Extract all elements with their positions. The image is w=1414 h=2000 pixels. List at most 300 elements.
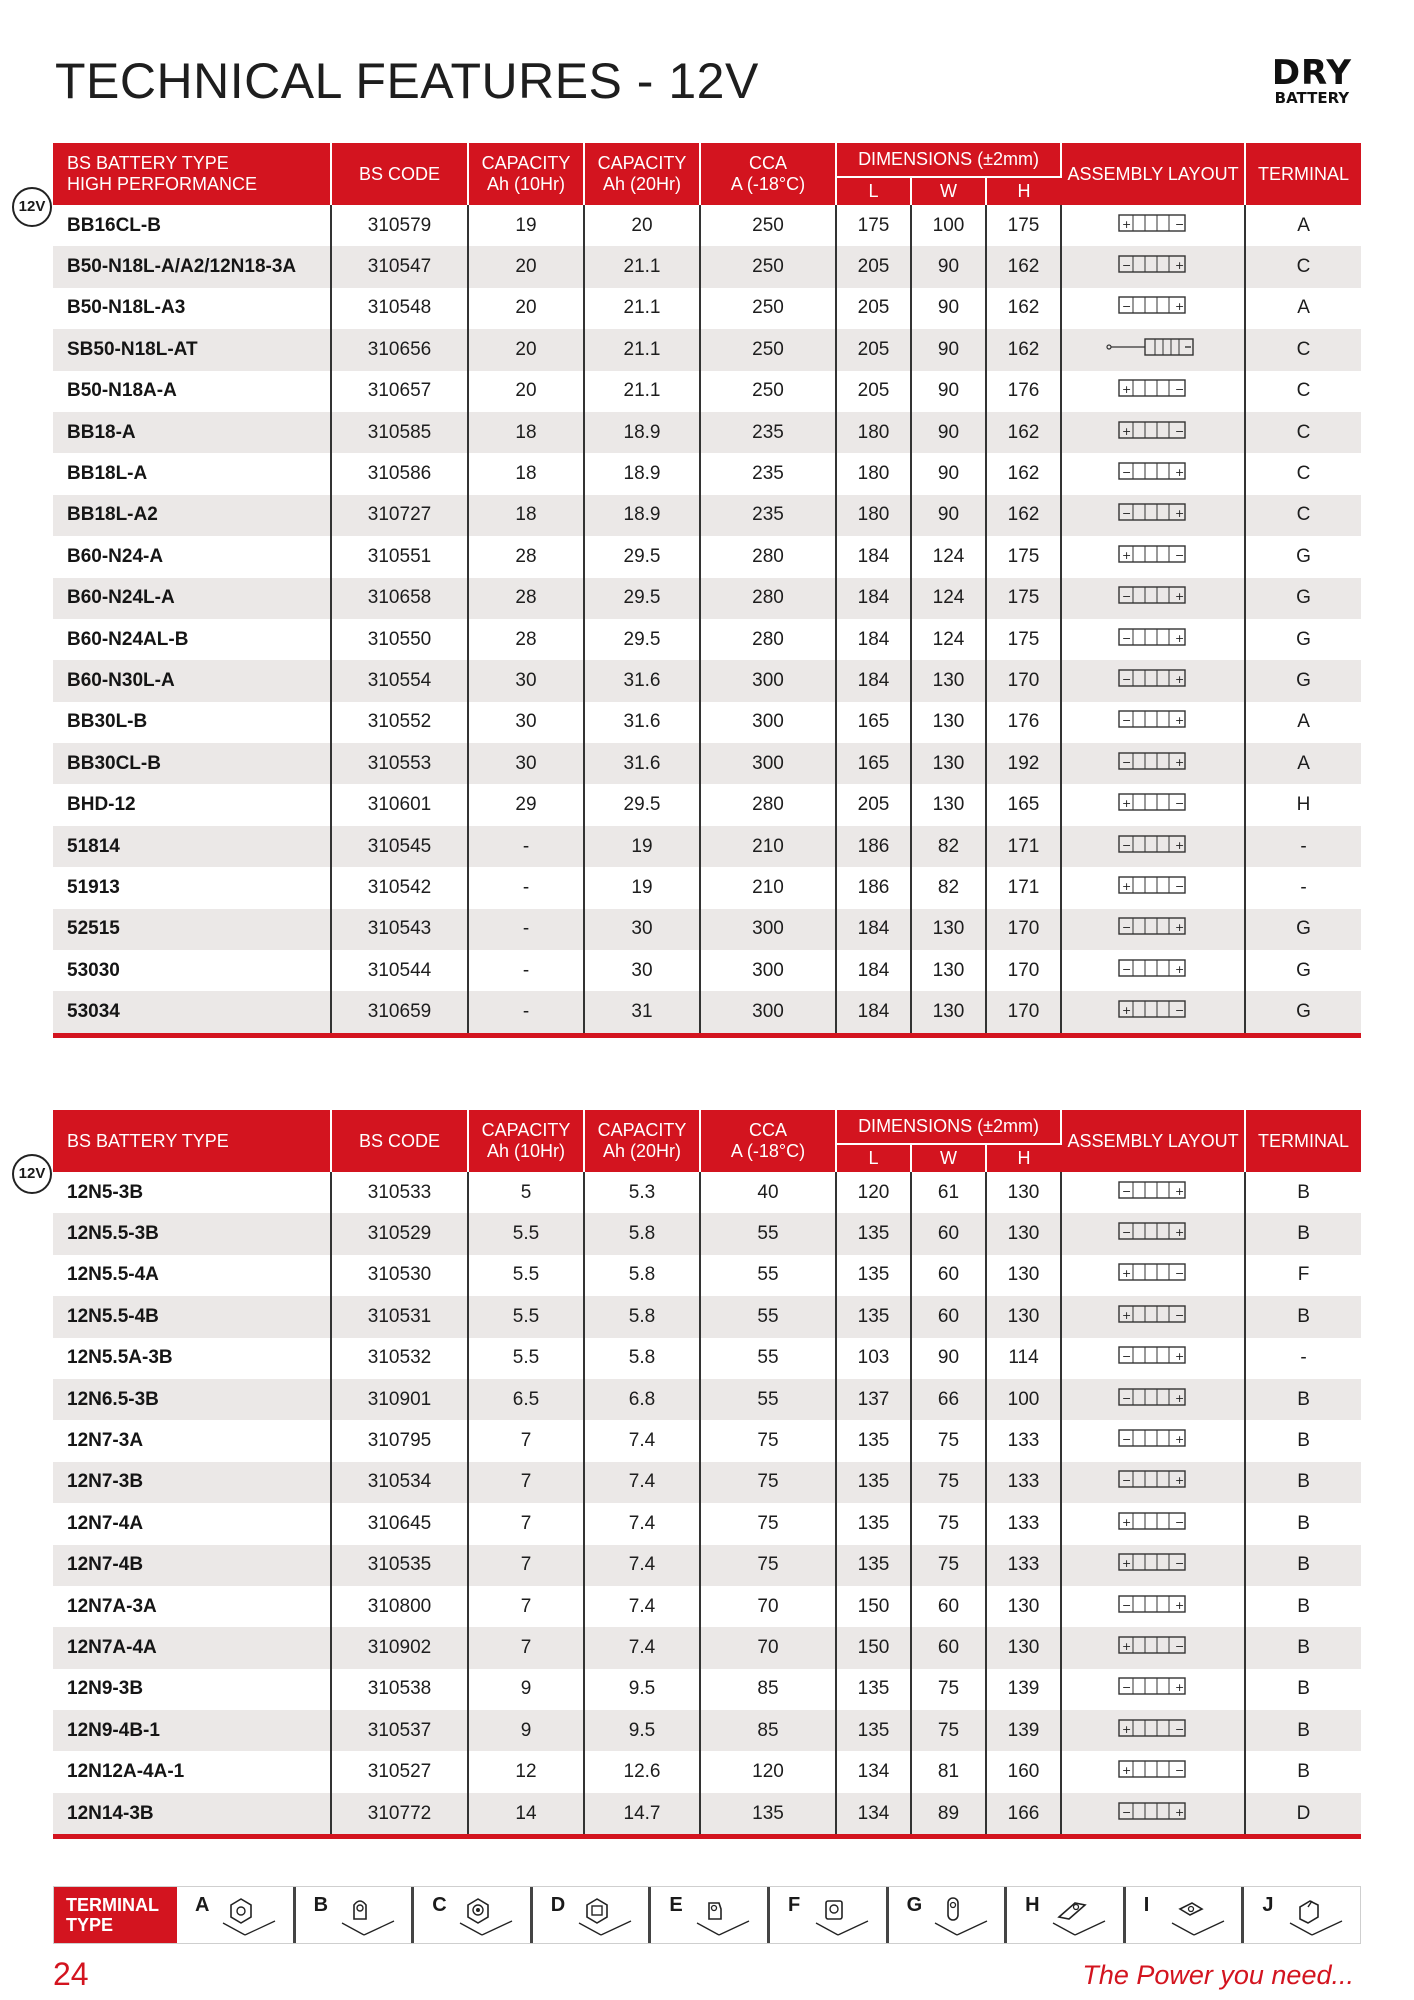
height-cell: 162 (986, 288, 1061, 329)
assembly-layout-cell (1061, 1172, 1245, 1213)
length-cell: 134 (836, 1793, 911, 1834)
table-row (53, 1545, 1361, 1586)
length-cell: 135 (836, 1420, 911, 1461)
height-cell: 162 (986, 246, 1061, 287)
capacity-20hr-cell: 5.8 (584, 1255, 700, 1296)
capacity-20hr-cell: 18.9 (584, 412, 700, 453)
battery-type-cell: B60-N30L-A (53, 660, 331, 701)
capacity-10hr-cell: 18 (468, 412, 584, 453)
length-cell: 165 (836, 702, 911, 743)
height-cell: 171 (986, 826, 1061, 867)
terminal-h-icon (1047, 1893, 1111, 1944)
svg-text:+: + (1175, 672, 1185, 686)
width-cell: 60 (911, 1213, 986, 1254)
svg-text:−: − (1122, 259, 1132, 273)
width-cell: 130 (911, 784, 986, 825)
svg-text:+: + (1175, 259, 1185, 273)
capacity-10hr-cell: 5 (468, 1172, 584, 1213)
terminal-cell: A (1245, 205, 1361, 246)
width-cell: 90 (911, 412, 986, 453)
capacity-10hr-cell: 5.5 (468, 1213, 584, 1254)
legend-letter: B (313, 1894, 329, 1916)
capacity-10hr-cell: 7 (468, 1627, 584, 1668)
svg-text:−: − (1122, 1805, 1132, 1819)
svg-text:−: − (1175, 1267, 1185, 1281)
bs-code-cell: 310530 (331, 1255, 468, 1296)
battery-type-cell: 12N14-3B (53, 1793, 331, 1834)
width-cell: 75 (911, 1420, 986, 1461)
assembly-layout-cell (1061, 1462, 1245, 1503)
svg-text:+: + (1122, 1004, 1132, 1018)
length-cell: 180 (836, 412, 911, 453)
assembly-layout-cell (1061, 371, 1245, 412)
terminal-b-icon (336, 1893, 400, 1944)
bs-code-cell: 310553 (331, 743, 468, 784)
height-cell: 139 (986, 1710, 1061, 1751)
svg-text:−: − (1122, 507, 1132, 521)
capacity-20hr-cell: 31.6 (584, 743, 700, 784)
capacity-20hr-cell: 5.8 (584, 1213, 700, 1254)
table-row (53, 1627, 1361, 1668)
svg-text:−: − (1175, 217, 1185, 231)
width-cell: 60 (911, 1255, 986, 1296)
cca-cell: 300 (700, 702, 836, 743)
table-row (53, 1172, 1361, 1213)
cca-cell: 135 (700, 1793, 836, 1834)
table2-bottom-rule (53, 1834, 1361, 1839)
bs-code-cell: 310533 (331, 1172, 468, 1213)
width-cell: 89 (911, 1793, 986, 1834)
svg-text:+: + (1122, 797, 1132, 811)
svg-text:+: + (1175, 1598, 1185, 1612)
length-cell: 150 (836, 1586, 911, 1627)
capacity-10hr-cell: 18 (468, 495, 584, 536)
capacity-10hr-cell: 6.5 (468, 1379, 584, 1420)
assembly-layout-cell (1061, 1338, 1245, 1379)
table-row (53, 1793, 1361, 1834)
capacity-10hr-cell: 9 (468, 1669, 584, 1710)
capacity-10hr-cell: 18 (468, 453, 584, 494)
terminal-cell: B (1245, 1462, 1361, 1503)
assembly-layout-cell (1061, 826, 1245, 867)
battery-layout-icon (1117, 750, 1189, 778)
table-row (53, 205, 1361, 246)
height-cell: 130 (986, 1172, 1061, 1213)
table1-body (53, 205, 1361, 1033)
capacity-10hr-cell: 20 (468, 246, 584, 287)
length-cell: 180 (836, 453, 911, 494)
assembly-layout-cell (1061, 1379, 1245, 1420)
terminal-cell: - (1245, 867, 1361, 908)
svg-text:−: − (1175, 879, 1185, 893)
battery-type-cell: 12N5.5-4B (53, 1296, 331, 1337)
svg-text:−: − (1122, 1350, 1132, 1364)
high-performance-table (53, 143, 1361, 1038)
width-cell: 90 (911, 495, 986, 536)
badge-sub: BATTERY (1274, 89, 1350, 107)
terminal-cell: - (1245, 826, 1361, 867)
height-cell: 162 (986, 495, 1061, 536)
capacity-10hr-cell: 7 (468, 1462, 584, 1503)
width-cell: 60 (911, 1296, 986, 1337)
height-cell: 133 (986, 1462, 1061, 1503)
battery-type-cell: 12N12A-4A-1 (53, 1751, 331, 1792)
capacity-10hr-cell: 30 (468, 743, 584, 784)
cca-cell: 280 (700, 619, 836, 660)
battery-type-cell: 51913 (53, 867, 331, 908)
height-cell: 130 (986, 1627, 1061, 1668)
dry-battery-badge (1271, 53, 1352, 107)
header-height: H (986, 177, 1061, 205)
length-cell: 134 (836, 1751, 911, 1792)
terminal-cell: A (1245, 702, 1361, 743)
bs-code-cell: 310601 (331, 784, 468, 825)
capacity-20hr-cell: 7.4 (584, 1586, 700, 1627)
length-cell: 186 (836, 826, 911, 867)
height-cell: 170 (986, 950, 1061, 991)
assembly-layout-cell (1061, 453, 1245, 494)
battery-type-cell: BB16CL-B (53, 205, 331, 246)
terminal-cell: B (1245, 1503, 1361, 1544)
assembly-layout-cell (1061, 1213, 1245, 1254)
battery-type-cell: 12N7-3B (53, 1462, 331, 1503)
bs-code-cell: 310901 (331, 1379, 468, 1420)
terminal-cell: B (1245, 1172, 1361, 1213)
battery-layout-icon (1117, 1510, 1189, 1538)
bs-code-cell: 310800 (331, 1586, 468, 1627)
capacity-10hr-cell: 28 (468, 578, 584, 619)
bs-code-cell: 310579 (331, 205, 468, 246)
battery-layout-icon (1117, 791, 1189, 819)
assembly-layout-cell (1061, 1793, 1245, 1834)
bs-code-cell: 310543 (331, 909, 468, 950)
capacity-20hr-cell: 30 (584, 909, 700, 950)
capacity-20hr-cell: 5.3 (584, 1172, 700, 1213)
terminal-d-icon (573, 1893, 637, 1944)
table-row (53, 371, 1361, 412)
header-length: L (836, 177, 911, 205)
bs-code-cell: 310902 (331, 1627, 468, 1668)
width-cell: 75 (911, 1462, 986, 1503)
bs-code-cell: 310645 (331, 1503, 468, 1544)
table-row (53, 1420, 1361, 1461)
cca-cell: 55 (700, 1255, 836, 1296)
cca-cell: 85 (700, 1669, 836, 1710)
terminal-g-icon (929, 1893, 993, 1944)
table-row (53, 495, 1361, 536)
length-cell: 135 (836, 1503, 911, 1544)
assembly-layout-cell (1061, 660, 1245, 701)
width-cell: 90 (911, 371, 986, 412)
cca-cell: 120 (700, 1751, 836, 1792)
bs-code-cell: 310532 (331, 1338, 468, 1379)
battery-type-cell: SB50-N18L-AT (53, 329, 331, 370)
assembly-layout-cell (1061, 1503, 1245, 1544)
length-cell: 184 (836, 536, 911, 577)
table-row (53, 784, 1361, 825)
legend-item (651, 1887, 770, 1943)
header-bs-code: BS CODE (331, 1110, 468, 1172)
capacity-20hr-cell: 7.4 (584, 1462, 700, 1503)
svg-text:+: + (1122, 1557, 1132, 1571)
capacity-20hr-cell: 31.6 (584, 702, 700, 743)
bs-code-cell: 310527 (331, 1751, 468, 1792)
cca-cell: 55 (700, 1213, 836, 1254)
width-cell: 90 (911, 246, 986, 287)
table-row (53, 412, 1361, 453)
svg-text:−: − (1122, 1391, 1132, 1405)
table-row (53, 1503, 1361, 1544)
width-cell: 60 (911, 1586, 986, 1627)
battery-layout-icon (1117, 1675, 1189, 1703)
terminal-e-icon (691, 1893, 755, 1944)
width-cell: 90 (911, 329, 986, 370)
cca-cell: 235 (700, 412, 836, 453)
bs-code-cell: 310657 (331, 371, 468, 412)
svg-text:−: − (1122, 838, 1132, 852)
battery-type-cell: 12N5-3B (53, 1172, 331, 1213)
battery-layout-icon (1117, 1303, 1189, 1331)
header-width: W (911, 177, 986, 205)
length-cell: 205 (836, 371, 911, 412)
capacity-20hr-cell: 5.8 (584, 1338, 700, 1379)
legend-letter: E (669, 1894, 683, 1916)
svg-text:+: + (1122, 424, 1132, 438)
height-cell: 175 (986, 536, 1061, 577)
height-cell: 160 (986, 1751, 1061, 1792)
capacity-10hr-cell: 7 (468, 1420, 584, 1461)
bs-code-cell: 310538 (331, 1669, 468, 1710)
capacity-10hr-cell: 5.5 (468, 1338, 584, 1379)
height-cell: 170 (986, 660, 1061, 701)
svg-text:+: + (1122, 1639, 1132, 1653)
length-cell: 135 (836, 1255, 911, 1296)
battery-layout-icon (1117, 1593, 1189, 1621)
table-row (53, 329, 1361, 370)
battery-layout-icon (1117, 1344, 1189, 1372)
capacity-10hr-cell: 20 (468, 329, 584, 370)
table-row (53, 867, 1361, 908)
battery-type-cell: 52515 (53, 909, 331, 950)
capacity-10hr-cell: 28 (468, 536, 584, 577)
bs-code-cell: 310548 (331, 288, 468, 329)
height-cell: 162 (986, 329, 1061, 370)
assembly-layout-cell (1061, 246, 1245, 287)
cca-cell: 300 (700, 660, 836, 701)
table-row (53, 536, 1361, 577)
legend-letter: I (1143, 1894, 1150, 1916)
capacity-20hr-cell: 21.1 (584, 329, 700, 370)
battery-type-cell: 53030 (53, 950, 331, 991)
capacity-10hr-cell: 9 (468, 1710, 584, 1751)
header-width: W (911, 1144, 986, 1172)
capacity-20hr-cell: 21.1 (584, 288, 700, 329)
length-cell: 184 (836, 991, 911, 1032)
svg-text:−: − (1175, 1308, 1185, 1322)
length-cell: 205 (836, 784, 911, 825)
capacity-20hr-cell: 7.4 (584, 1627, 700, 1668)
svg-text:+: + (1122, 217, 1132, 231)
assembly-layout-cell (1061, 909, 1245, 950)
legend-item (1007, 1887, 1126, 1943)
table-row (53, 578, 1361, 619)
height-cell: 192 (986, 743, 1061, 784)
header-dimensions: DIMENSIONS (±2mm) (836, 143, 1061, 177)
length-cell: 135 (836, 1213, 911, 1254)
assembly-layout-cell (1061, 991, 1245, 1032)
battery-type-cell: BHD-12 (53, 784, 331, 825)
assembly-layout-cell (1061, 1296, 1245, 1337)
assembly-layout-cell (1061, 1420, 1245, 1461)
table-row (53, 702, 1361, 743)
capacity-20hr-cell: 21.1 (584, 246, 700, 287)
svg-text:+: + (1175, 1805, 1185, 1819)
cca-cell: 70 (700, 1627, 836, 1668)
header-terminal: TERMINAL (1245, 1110, 1361, 1172)
battery-layout-icon (1117, 1468, 1189, 1496)
table-row (53, 1462, 1361, 1503)
length-cell: 184 (836, 909, 911, 950)
terminal-cell: C (1245, 371, 1361, 412)
table1-bottom-rule (53, 1033, 1361, 1038)
cca-cell: 300 (700, 950, 836, 991)
svg-text:−: − (1122, 590, 1132, 604)
capacity-10hr-cell: - (468, 950, 584, 991)
bs-code-cell: 310550 (331, 619, 468, 660)
table-row (53, 246, 1361, 287)
assembly-layout-cell (1061, 1586, 1245, 1627)
legend-item (1244, 1887, 1360, 1943)
length-cell: 186 (836, 867, 911, 908)
height-cell: 170 (986, 991, 1061, 1032)
battery-layout-icon (1117, 253, 1189, 281)
length-cell: 184 (836, 950, 911, 991)
terminal-cell: - (1245, 1338, 1361, 1379)
svg-text:−: − (1122, 1474, 1132, 1488)
header-dimensions: DIMENSIONS (±2mm) (836, 1110, 1061, 1144)
header-bs-code: BS CODE (331, 143, 468, 205)
length-cell: 135 (836, 1669, 911, 1710)
legend-item (533, 1887, 652, 1943)
svg-text:+: + (1175, 631, 1185, 645)
assembly-layout-cell (1061, 1710, 1245, 1751)
height-cell: 130 (986, 1296, 1061, 1337)
height-cell: 165 (986, 784, 1061, 825)
battery-layout-icon (1117, 377, 1189, 405)
capacity-20hr-cell: 12.6 (584, 1751, 700, 1792)
table-row (53, 453, 1361, 494)
bs-code-cell: 310586 (331, 453, 468, 494)
page-number: 24 (53, 1956, 89, 1992)
battery-layout-icon (1117, 212, 1189, 240)
svg-text:−: − (1122, 1681, 1132, 1695)
terminal-cell: G (1245, 909, 1361, 950)
height-cell: 162 (986, 453, 1061, 494)
terminal-cell: H (1245, 784, 1361, 825)
terminal-cell: B (1245, 1586, 1361, 1627)
height-cell: 176 (986, 702, 1061, 743)
terminal-c-icon (454, 1893, 518, 1944)
capacity-10hr-cell: 19 (468, 205, 584, 246)
legend-letter: J (1262, 1894, 1274, 1916)
capacity-10hr-cell: 30 (468, 702, 584, 743)
battery-layout-icon (1117, 957, 1189, 985)
table-row (53, 909, 1361, 950)
terminal-i-icon (1166, 1893, 1230, 1944)
header-capacity-20hr: CAPACITY Ah (20Hr) (584, 1110, 700, 1172)
legend-letter: F (787, 1894, 801, 1916)
header-battery-type: BS BATTERY TYPE (53, 1110, 331, 1172)
header-battery-type: BS BATTERY TYPE HIGH PERFORMANCE (53, 143, 331, 205)
assembly-layout-cell (1061, 784, 1245, 825)
cca-cell: 75 (700, 1420, 836, 1461)
battery-layout-icon (1117, 419, 1189, 447)
table-row (53, 1296, 1361, 1337)
battery-layout-icon (1117, 998, 1189, 1026)
cca-cell: 55 (700, 1379, 836, 1420)
assembly-layout-cell (1061, 1255, 1245, 1296)
battery-type-cell: BB18L-A2 (53, 495, 331, 536)
capacity-10hr-cell: 20 (468, 288, 584, 329)
legend-item (770, 1887, 889, 1943)
header-assembly-layout: ASSEMBLY LAYOUT (1061, 1110, 1245, 1172)
battery-type-cell: B60-N24L-A (53, 578, 331, 619)
width-cell: 75 (911, 1669, 986, 1710)
battery-type-cell: B60-N24AL-B (53, 619, 331, 660)
legend-item (177, 1887, 296, 1943)
battery-type-cell: 12N6.5-3B (53, 1379, 331, 1420)
terminal-cell: B (1245, 1213, 1361, 1254)
terminal-j-icon (1284, 1893, 1348, 1944)
capacity-10hr-cell: 14 (468, 1793, 584, 1834)
width-cell: 81 (911, 1751, 986, 1792)
bs-code-cell: 310537 (331, 1710, 468, 1751)
battery-type-cell: 53034 (53, 991, 331, 1032)
svg-text:−: − (1175, 1639, 1185, 1653)
svg-text:+: + (1122, 1308, 1132, 1322)
battery-type-cell: 12N5.5-3B (53, 1213, 331, 1254)
cca-cell: 70 (700, 1586, 836, 1627)
terminal-cell: B (1245, 1420, 1361, 1461)
cca-cell: 250 (700, 288, 836, 329)
capacity-10hr-cell: 7 (468, 1586, 584, 1627)
page-title: TECHNICAL FEATURES - 12V (55, 53, 759, 109)
terminal-f-icon (810, 1893, 874, 1944)
svg-text:−: − (1122, 1433, 1132, 1447)
terminal-type-legend (53, 1886, 1361, 1944)
standard-battery-table (53, 1110, 1361, 1839)
svg-text:+: + (1175, 755, 1185, 769)
legend-letter: G (906, 1894, 923, 1916)
width-cell: 90 (911, 1338, 986, 1379)
table-row (53, 1751, 1361, 1792)
terminal-cell: A (1245, 288, 1361, 329)
legend-title: TERMINAL TYPE (54, 1887, 177, 1943)
bs-code-cell: 310795 (331, 1420, 468, 1461)
assembly-layout-cell (1061, 578, 1245, 619)
cca-cell: 75 (700, 1545, 836, 1586)
legend-item (1126, 1887, 1245, 1943)
capacity-20hr-cell: 30 (584, 950, 700, 991)
capacity-20hr-cell: 7.4 (584, 1420, 700, 1461)
battery-layout-icon (1117, 1800, 1189, 1828)
svg-text:+: + (1122, 548, 1132, 562)
svg-text:−: − (1175, 1004, 1185, 1018)
legend-item (414, 1887, 533, 1943)
assembly-layout-cell (1061, 495, 1245, 536)
bs-code-cell: 310659 (331, 991, 468, 1032)
battery-type-cell: 12N7-4B (53, 1545, 331, 1586)
